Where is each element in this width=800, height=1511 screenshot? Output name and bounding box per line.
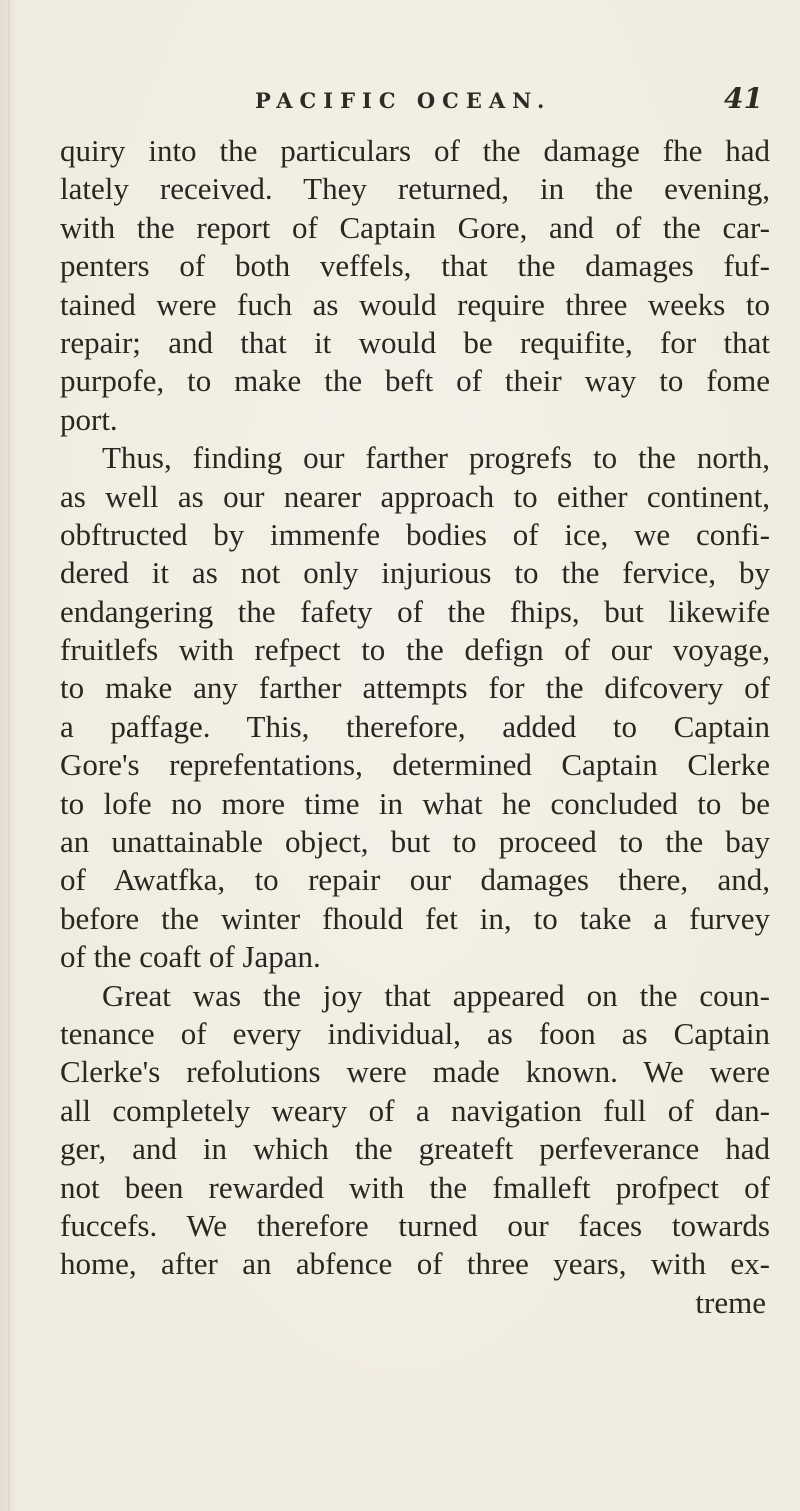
text-line: port.: [60, 401, 118, 437]
running-head: [0, 82, 800, 128]
body-text: [60, 132, 770, 1322]
text-line: obftructed by immenfe bodies of ice, we confi-: [60, 516, 770, 552]
text-line: purpofe, to make the beft of their way to fome: [60, 363, 770, 399]
text-line: penters of both veffels, that the damages fuf-: [60, 248, 770, 284]
text-line: not been rewarded with the fmalleft profpect of: [60, 1169, 770, 1205]
text-line: repair; and that it would be requifite, for that: [60, 324, 770, 360]
text-line: home, after an abfence of three years, with ex-: [60, 1246, 770, 1282]
text-line: fruitlefs with refpect to the defign of our voyage,: [60, 632, 770, 668]
text-line: as well as our nearer approach to either continent,: [60, 478, 770, 514]
text-line: a paffage. This, therefore, added to Captain: [60, 708, 770, 744]
text-line: of the coaft of Japan.: [60, 939, 321, 975]
text-line: before the winter fhould fet in, to take a furvey: [60, 900, 770, 936]
page-gutter-shadow: [8, 0, 10, 1511]
text-line: Gore's reprefentations, determined Captain Clerke: [60, 747, 770, 783]
text-line: fuccefs. We therefore turned our faces towards: [60, 1207, 770, 1243]
text-line: to lofe no more time in what he concluded to be: [60, 785, 770, 821]
catchword: treme: [695, 1284, 766, 1320]
text-line: all completely weary of a navigation full of dan-: [60, 1092, 770, 1128]
text-line: an unattainable object, but to proceed to the bay: [60, 824, 770, 860]
paragraph-start-line: Thus, finding our farther progrefs to the north,: [102, 440, 770, 476]
text-line: ger, and in which the greateft perfeverance had: [60, 1131, 770, 1167]
text-line: of Awatfka, to repair our damages there, and,: [60, 862, 770, 898]
running-title: PACIFIC OCEAN.: [255, 88, 552, 113]
text-line: with the report of Captain Gore, and of the car-: [60, 209, 770, 245]
text-line: Clerke's refolutions were made known. We were: [60, 1054, 770, 1090]
text-line: tenance of every individual, as foon as Captain: [60, 1015, 770, 1051]
text-line: dered it as not only injurious to the fervice, by: [60, 555, 770, 591]
paragraph-start-line: Great was the joy that appeared on the coun-: [102, 977, 770, 1013]
page-number: 41: [724, 82, 763, 115]
text-line: lately received. They returned, in the evening,: [60, 171, 770, 207]
text-line: endangering the fafety of the fhips, but likewife: [60, 593, 770, 629]
text-line: to make any farther attempts for the difcovery of: [60, 670, 770, 706]
text-line: tained were fuch as would require three weeks to: [60, 286, 770, 322]
text-line: quiry into the particulars of the damage fhe had: [60, 133, 770, 168]
